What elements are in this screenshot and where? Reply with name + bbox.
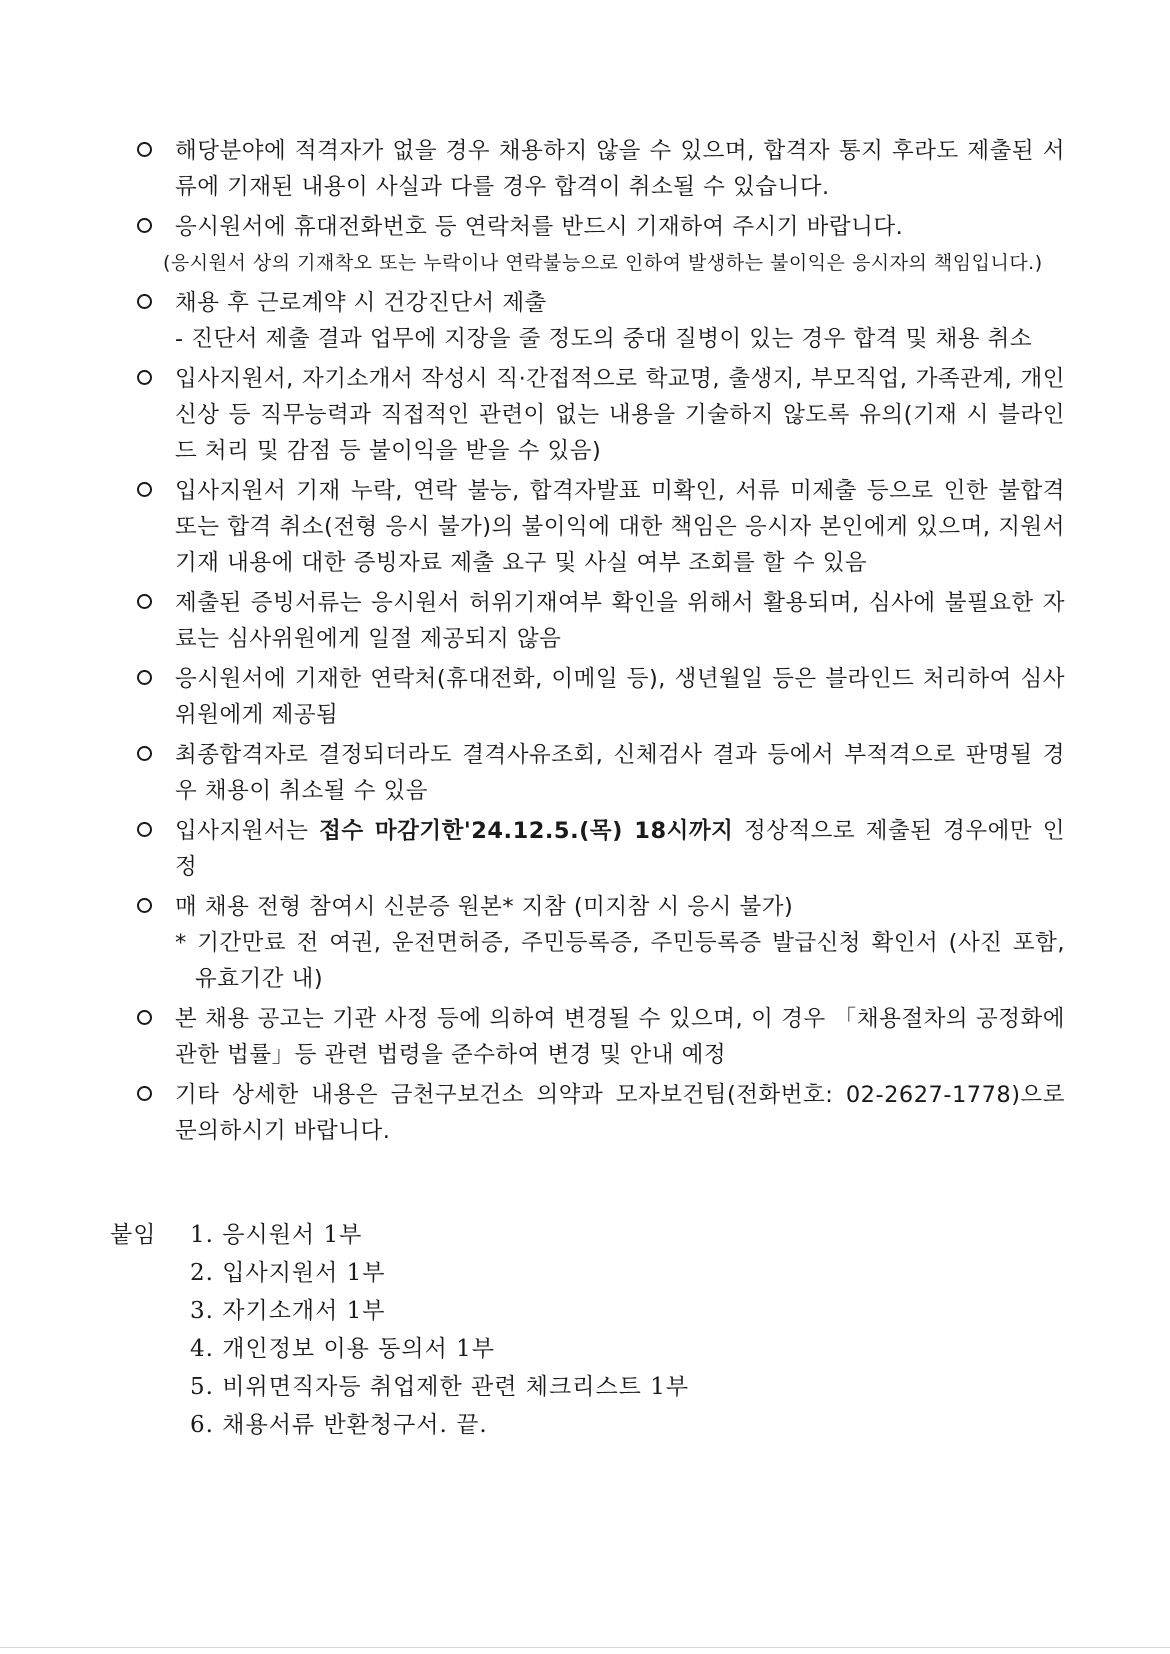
notice-text: 입사지원서, 자기소개서 작성시 직·간접적으로 학교명, 출생지, 부모직업, 가족관계, 개인신상 등 직무능력과 직접적인 관련이 없는 내용을 기술하지 않도록 유의(기재 시 블라인드 처리 및 감점 등 불이익을 받을 수 있음) bbox=[175, 366, 1065, 464]
notice-item bbox=[135, 585, 1065, 657]
circle-bullet-icon bbox=[135, 585, 155, 621]
circle-bullet-icon bbox=[135, 361, 155, 397]
circle-bullet-icon bbox=[135, 889, 155, 925]
attachment-item: 1. 응시원서 1부 bbox=[190, 1222, 363, 1248]
notice-text-before: 입사지원서는 bbox=[175, 818, 320, 844]
notice-item bbox=[135, 473, 1065, 581]
attachments-label: 붙임 bbox=[110, 1222, 157, 1248]
notice-item bbox=[135, 285, 1065, 357]
notice-star-note: * 기간만료 전 여권, 운전면허증, 주민등록증, 주민등록증 발급신청 확인서 (사진 포함, 유효기간 내) bbox=[175, 930, 1065, 992]
notice-item bbox=[135, 209, 1065, 281]
circle-bullet-icon bbox=[135, 473, 155, 509]
circle-bullet-icon bbox=[135, 209, 155, 245]
notice-text-after: 정상적으로 제출된 경우에만 인정 bbox=[175, 818, 1066, 880]
notice-text: 매 채용 전형 참여시 신분증 원본* 지참 (미지참 시 응시 불가) bbox=[175, 894, 794, 920]
notice-item bbox=[135, 133, 1065, 205]
notice-item bbox=[135, 813, 1065, 885]
circle-bullet-icon bbox=[135, 133, 155, 169]
circle-bullet-icon bbox=[135, 1077, 155, 1113]
attachment-item: 3. 자기소개서 1부 bbox=[190, 1298, 386, 1324]
deadline-text: 접수 마감기한'24.12.5.(목) 18시까지 bbox=[319, 818, 734, 844]
scan-edge-line bbox=[0, 1647, 1170, 1648]
circle-bullet-icon bbox=[135, 661, 155, 697]
notice-text: 해당분야에 적격자가 없을 경우 채용하지 않을 수 있으며, 합격자 통지 후라도 제출된 서류에 기재된 내용이 사실과 다를 경우 합격이 취소될 수 있습니다. bbox=[175, 138, 1065, 200]
notice-item bbox=[135, 889, 1065, 997]
attachment-list bbox=[110, 1216, 910, 1444]
notice-item bbox=[135, 1001, 1065, 1073]
notice-text: 응시원서에 기재한 연락처(휴대전화, 이메일 등), 생년월일 등은 블라인드 처리하여 심사위원에게 제공됨 bbox=[175, 666, 1065, 728]
circle-bullet-icon bbox=[135, 285, 155, 321]
attachment-item: 6. 채용서류 반환청구서. 끝. bbox=[190, 1412, 488, 1438]
notice-item bbox=[135, 361, 1065, 469]
notice-text: 최종합격자로 결정되더라도 결격사유조회, 신체검사 결과 등에서 부적격으로 판명될 경우 채용이 취소될 수 있음 bbox=[175, 742, 1065, 804]
notice-text: 응시원서에 휴대전화번호 등 연락처를 반드시 기재하여 주시기 바랍니다. bbox=[175, 214, 904, 240]
circle-bullet-icon bbox=[135, 737, 155, 773]
notice-text: 제출된 증빙서류는 응시원서 허위기재여부 확인을 위해서 활용되며, 심사에 불필요한 자료는 심사위원에게 일절 제공되지 않음 bbox=[175, 590, 1065, 652]
attachment-item: 5. 비위면직자등 취업제한 관련 체크리스트 1부 bbox=[190, 1374, 690, 1400]
notice-item bbox=[135, 661, 1065, 733]
attachment-item: 2. 입사지원서 1부 bbox=[190, 1260, 386, 1286]
notice-dash-note: - 진단서 제출 결과 업무에 지장을 줄 정도의 중대 질병이 있는 경우 합격 및 채용 취소 bbox=[175, 326, 1033, 352]
notice-text: 기타 상세한 내용은 금천구보건소 의약과 모자보건팀(전화번호: 02-2627-1778)으로 문의하시기 바랍니다. bbox=[175, 1082, 1065, 1144]
notice-text: 본 채용 공고는 기관 사정 등에 의하여 변경될 수 있으며, 이 경우 「채용절차의 공정화에 관한 법률」등 관련 법령을 준수하여 변경 및 안내 예정 bbox=[175, 1006, 1065, 1068]
notice-note: (응시원서 상의 기재착오 또는 누락이나 연락불능으로 인하여 발생하는 불이익은 응시자의 책임입니다.) bbox=[163, 252, 1043, 274]
attachments-section bbox=[110, 1216, 910, 1444]
circle-bullet-icon bbox=[135, 1001, 155, 1037]
notice-item bbox=[135, 1077, 1065, 1149]
notice-text: 입사지원서 기재 누락, 연락 불능, 합격자발표 미확인, 서류 미제출 등으로 인한 불합격 또는 합격 취소(전형 응시 불가)의 불이익에 대한 책임은 응시자 본인에게 있으며, 지원서 기재 내용에 대한 증빙자료 제출 요구 및 사실 여부 조회를 할 수 있음 bbox=[175, 478, 1065, 576]
notice-list bbox=[135, 133, 1065, 1153]
notice-item bbox=[135, 737, 1065, 809]
circle-bullet-icon bbox=[135, 813, 155, 849]
attachment-item: 4. 개인정보 이용 동의서 1부 bbox=[190, 1336, 496, 1362]
notice-text: 채용 후 근로계약 시 건강진단서 제출 bbox=[175, 290, 547, 316]
